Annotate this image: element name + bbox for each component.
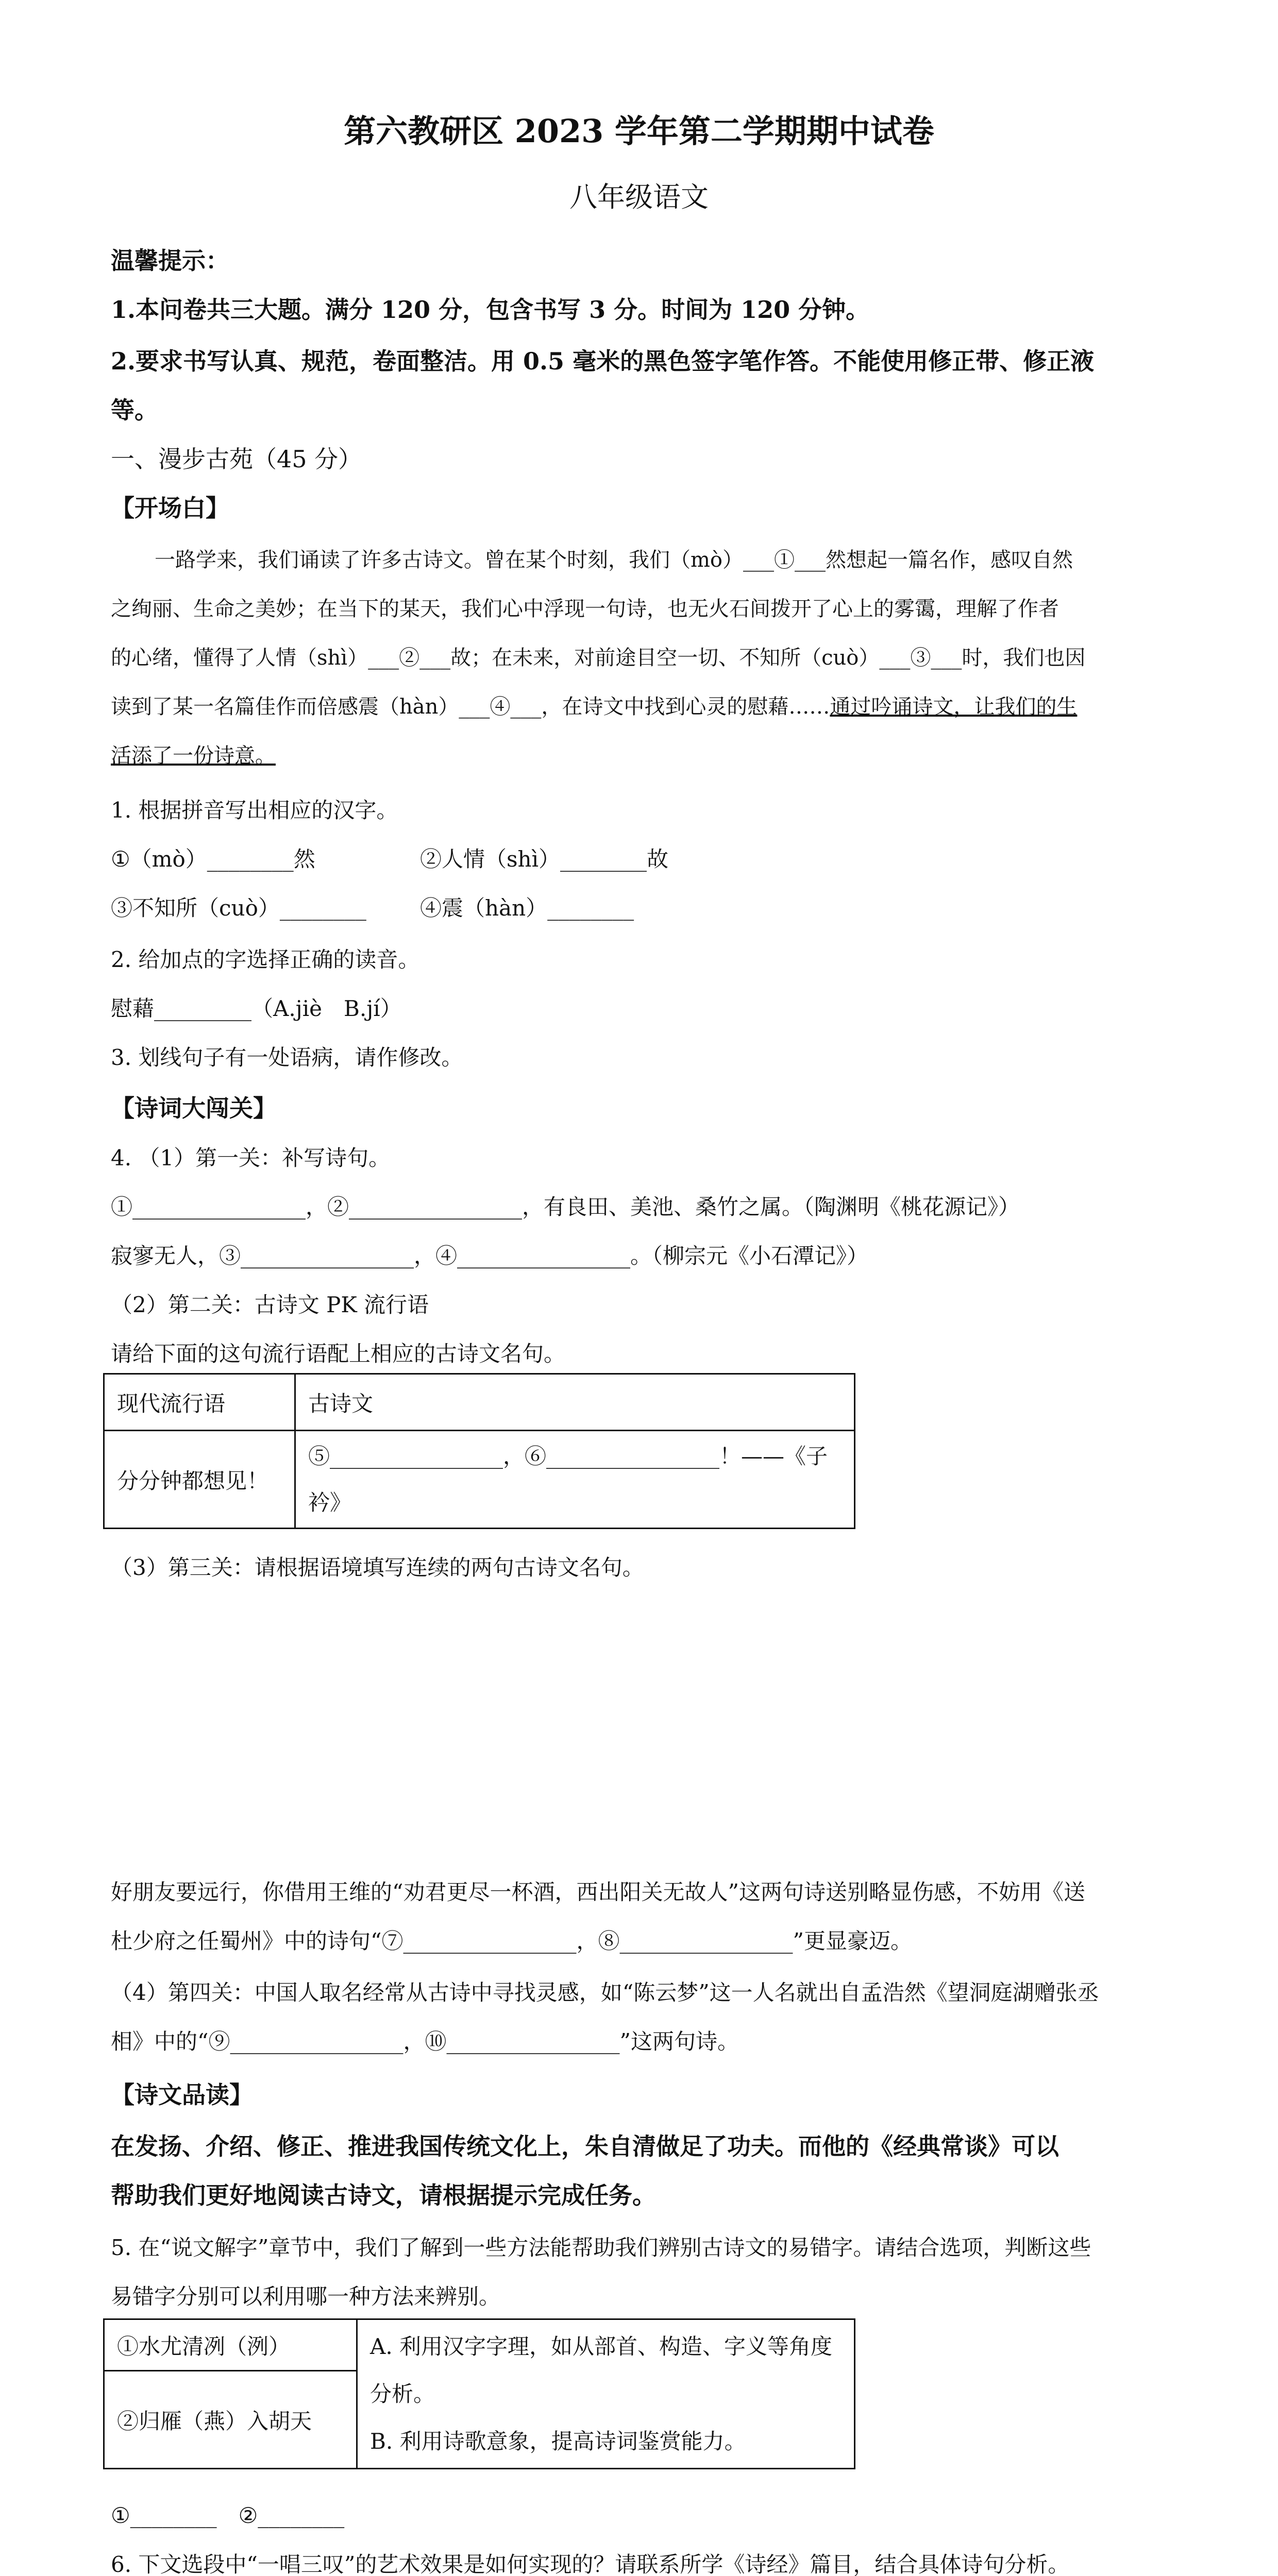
intro-line-4: [111, 690, 1167, 720]
question-6: 6. 下文选段中“一唱三叹”的艺术效果是如何实现的？请联系所学《诗经》篇目，结合具体诗句分析。: [111, 2552, 1070, 2576]
q4-part-1-line-a: ①________________，②________________，有良田、美池、桑竹之属。（陶渊明《桃花源记》）: [111, 1194, 1020, 1219]
section-3-heading: 【诗文品读】: [111, 2081, 253, 2109]
pk-table-modern-phrase: 分分钟都想见！: [104, 1431, 295, 1529]
tips-line-1: 1.本问卷共三大题。满分 120 分，包含书写 3 分。时间为 120 分钟。: [111, 296, 870, 324]
q4-part-2-desc: 请给下面的这句流行语配上相应的古诗文名句。: [111, 1341, 566, 1366]
q4-part-3-line-2: 杜少府之任蜀州》中的诗句“⑦________________，⑧________________”更显豪迈。: [111, 1928, 912, 1954]
q1-answer-3: ③不知所（cuò）________: [111, 895, 366, 921]
q4-part-3: （3）第三关：请根据语境填写连续的两句古诗文名句。: [111, 1555, 644, 1580]
intro-line-2: 之绚丽、生命之美妙；在当下的某天，我们心中浮现一句诗，也无火石间拨开了心上的雾霭，理解了作者: [111, 597, 1059, 621]
question-3: 3. 划线句子有一处语病，请作修改。: [111, 1045, 463, 1070]
intro-line-4-text: 读到了某一名篇佳作而倍感震（hàn）___④___，在诗文中找到心灵的慰藉……: [111, 695, 830, 719]
pk-table-source: 衿》: [308, 1489, 352, 1515]
tips-line-2: 2.要求书写认真、规范，卷面整洁。用 0.5 毫米的黑色签字笔作答。不能使用修正带、修正液: [111, 347, 1095, 375]
q4-part-3-line-1: 好朋友要远行，你借用王维的“劝君更尽一杯酒，西出阳关无故人”这两句诗送别略显伤感，不妨用《送: [111, 1879, 1085, 1905]
q5-line-2: 易错字分别可以利用哪一种方法来辨别。: [111, 2284, 501, 2309]
typo-item-2: ②归雁（燕）入胡天: [104, 2371, 357, 2469]
option-b: B. 利用诗歌意象，提高诗词鉴赏能力。: [370, 2428, 746, 2454]
q4-part-2: （2）第二关：古诗文 PK 流行语: [111, 1292, 429, 1317]
q1-answer-1: ①（mò）________然: [111, 846, 315, 872]
exam-subtitle: 八年级语文: [569, 181, 709, 213]
section-2-heading: 【诗词大闯关】: [111, 1094, 277, 1122]
q5-answers: ①________ ②________: [111, 2503, 345, 2528]
intro-line-1: 一路学来，我们诵读了许多古诗文。曾在某个时刻，我们（mò）___①___然想起一篇名作，感叹自然: [155, 548, 1073, 572]
pk-table-header-classic: 古诗文: [295, 1374, 855, 1431]
pk-table-classic-cell: [295, 1431, 855, 1529]
q4-part-1-line-b: 寂寥无人，③________________，④________________。（柳宗元《小石潭记》）: [111, 1243, 869, 1268]
q4-part-1: 4. （1）第一关：补写诗句。: [111, 1145, 391, 1171]
typo-options: [357, 2319, 855, 2469]
q4-part-4-line-1: （4）第四关：中国人取名经常从古诗中寻找灵感，如“陈云梦”这一人名就出自孟浩然《望洞庭湖赠张丞: [111, 1980, 1099, 2005]
question-2: 2. 给加点的字选择正确的读音。: [111, 947, 420, 972]
typo-item-1: ①水尤清冽（洌）: [104, 2319, 357, 2371]
pk-table: [103, 1373, 855, 1529]
tips-heading: 温馨提示：: [111, 247, 229, 275]
intro-line-5: 活添了一份诗意。: [111, 744, 276, 768]
intro-line-3: 的心绪，懂得了人情（shì）___②___故；在未来，对前途目空一切、不知所（cuò）___③___时，我们也因: [111, 646, 1086, 670]
q5-line-1: 5. 在“说文解字”章节中，我们了解到一些方法能帮助我们辨别古诗文的易错字。请结合选项，判断这些: [111, 2235, 1091, 2260]
pk-table-answer-line: ⑤________________，⑥________________！——《子: [308, 1443, 828, 1469]
question-1: 1. 根据拼音写出相应的汉字。: [111, 798, 398, 823]
option-a-cont: 分析。: [370, 2381, 435, 2406]
section-1-heading: 一、漫步古苑（45 分）: [111, 445, 362, 473]
q1-answer-2: ②人情（shì）________故: [420, 846, 669, 872]
q4-part-4-line-2: 相》中的“⑨________________，⑩________________”这两句诗。: [111, 2029, 739, 2054]
section-3-intro-2: 帮助我们更好地阅读古诗文，请根据提示完成任务。: [111, 2181, 656, 2209]
underlined-sentence: 通过吟诵诗文，让我们的生: [830, 695, 1078, 719]
pk-table-header-modern: 现代流行语: [104, 1374, 295, 1431]
opening-heading: 【开场白】: [111, 494, 229, 522]
q2-answer: 慰藉_________（A.jiè B.jí）: [111, 996, 402, 1021]
q1-answer-4: ④震（hàn）________: [420, 895, 634, 921]
exam-title: 第六教研区 2023 学年第二学期期中试卷: [344, 112, 934, 150]
option-a: A. 利用汉字字理，如从部首、构造、字义等角度: [370, 2333, 833, 2359]
tips-line-2-cont: 等。: [111, 396, 158, 424]
section-3-intro-1: 在发扬、介绍、修正、推进我国传统文化上，朱自清做足了功夫。而他的《经典常谈》可以: [111, 2132, 1059, 2160]
typo-table: [103, 2318, 855, 2469]
